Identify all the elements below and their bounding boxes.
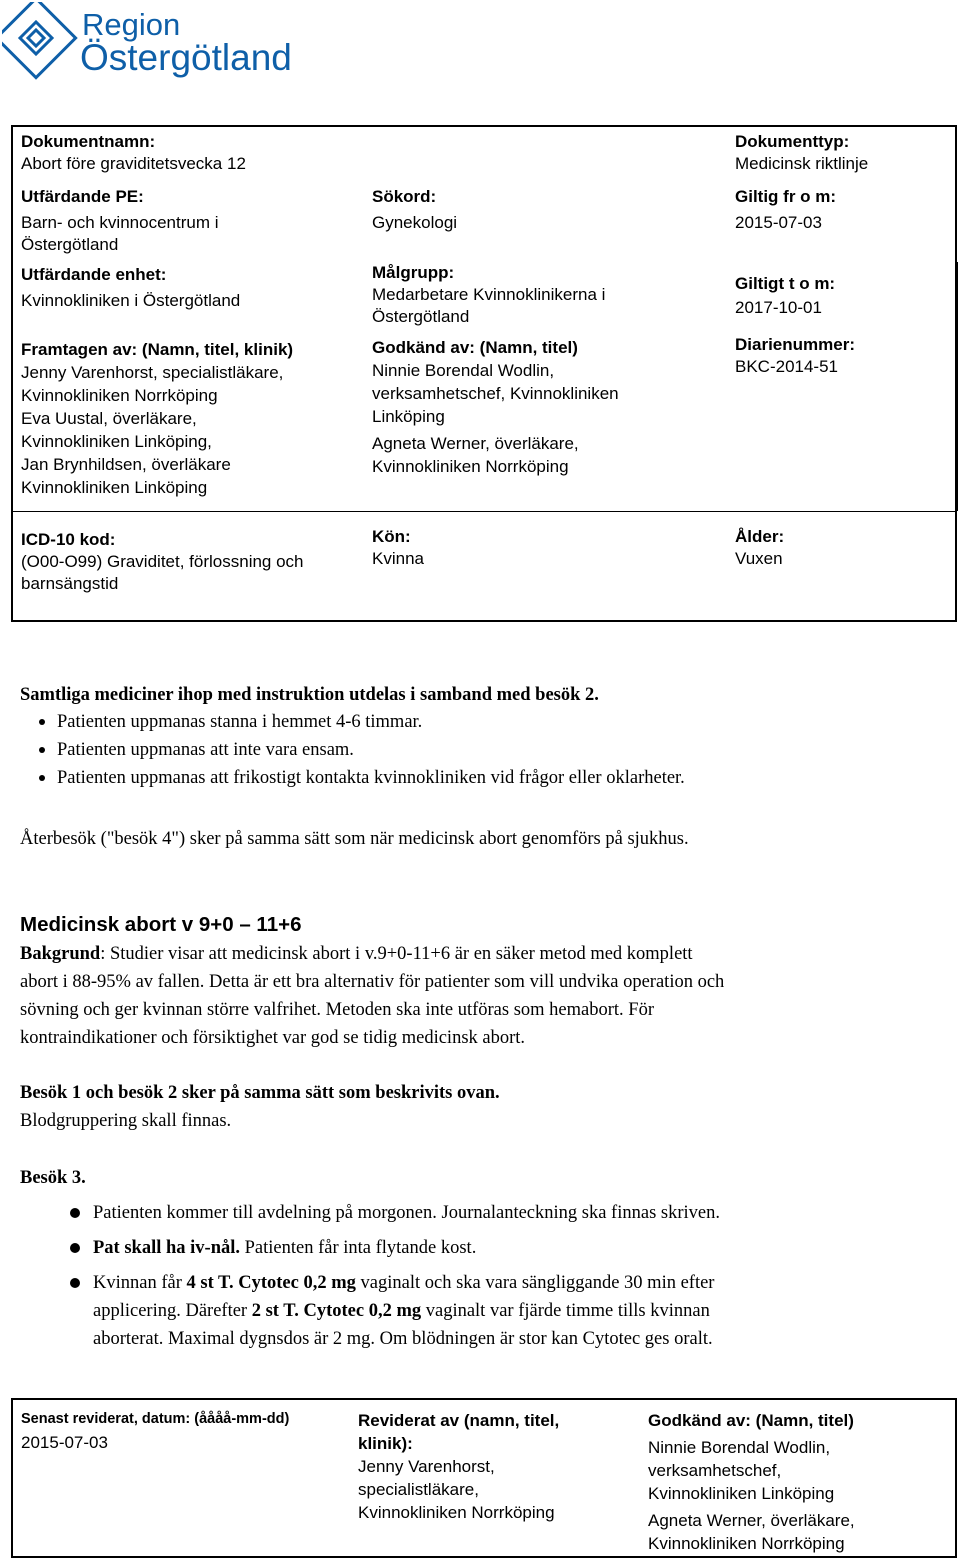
list-item: Patienten kommer till avdelning på morgonen. Journalanteckning ska finnas skriven. — [20, 1199, 940, 1227]
utfardande-enhet-cell — [21, 264, 240, 312]
diarienummer-label: Diarienummer: — [735, 335, 855, 354]
giltig-from-cell — [735, 186, 836, 234]
sokord-value: Gynekologi — [372, 213, 458, 232]
iv-nal-text: Pat skall ha iv-nål. — [93, 1238, 240, 1258]
godkand-value-2: verksamhetschef, Kvinnokliniken — [372, 384, 619, 403]
framtagen-value-1: Jenny Varenhorst, specialistläkare, — [21, 363, 284, 382]
dokumentnamn-label: Dokumentnamn: — [21, 132, 156, 151]
malgrupp-value-1: Medarbetare Kvinnoklinikerna i — [372, 285, 606, 304]
kon-value: Kvinna — [372, 549, 424, 568]
malgrupp-value-2: Östergötland — [372, 307, 470, 326]
cytotec-text-4: vaginalt var fjärde timme tills kvinnan — [421, 1301, 710, 1321]
list-item: Patienten uppmanas att frikostigt kontakta kvinnokliniken vid frågor eller oklarheter. — [20, 764, 940, 792]
aterbesok-text: Återbesök ("besök 4") sker på samma sätt som när medicinsk abort genomförs på sjukhus. — [20, 829, 689, 849]
cytotec-text-2: vaginalt och ska vara sängliggande 30 min efter — [355, 1273, 715, 1293]
giltig-from-value: 2015-07-03 — [735, 213, 822, 232]
section-heading: Medicinsk abort v 9+0 – 11+6 — [20, 913, 302, 936]
utfardande-enhet-label: Utfärdande enhet: — [21, 265, 167, 284]
godkand-label: Godkänd av: (Namn, titel) — [372, 338, 578, 357]
malgrupp-cell — [372, 262, 605, 328]
diarienummer-value: BKC-2014-51 — [735, 357, 839, 376]
reviderat-av-value-1: Jenny Varenhorst, — [358, 1457, 495, 1476]
framtagen-cell — [21, 338, 293, 499]
icd-value-2: barnsängstid — [21, 574, 119, 593]
list-item — [20, 1234, 940, 1262]
framtagen-value-5: Jan Brynhildsen, överläkare — [21, 455, 231, 474]
diarienummer-cell — [735, 334, 855, 378]
sokord-cell — [372, 186, 457, 234]
icd-value-1: (O00-O99) Graviditet, förlossning och — [21, 552, 304, 571]
dokumenttyp-cell — [735, 131, 868, 175]
reviderat-av-label-1: Reviderat av (namn, titel, — [358, 1411, 560, 1430]
reviderat-av-cell — [358, 1409, 559, 1524]
giltig-tom-label: Giltigt t o m: — [735, 274, 836, 293]
malgrupp-label: Målgrupp: — [372, 263, 455, 282]
framtagen-value-4: Kvinnokliniken Linköping, — [21, 432, 212, 451]
intro-bold-text: Samtliga mediciner ihop med instruktion utdelas i samband med besök 2. — [20, 685, 599, 705]
bakgrund-line-1: : Studier visar att medicinsk abort i v.9+0-11+6 är en säker metod med komplett — [100, 944, 693, 964]
instruction-list — [20, 708, 940, 792]
footer-godkand-value-5: Kvinnokliniken Norrköping — [648, 1534, 845, 1553]
bakgrund-paragraph — [20, 940, 950, 1052]
cytotec-dose-2: 2 st T. Cytotec 0,2 mg — [251, 1301, 422, 1321]
dokumentnamn-cell — [21, 131, 246, 175]
godkand-value-4: Agneta Werner, överläkare, — [372, 434, 579, 453]
alder-cell — [735, 526, 784, 570]
bakgrund-label: Bakgrund — [20, 944, 101, 964]
logo-text-ostergotland: Östergötland — [80, 37, 292, 78]
utfardande-enhet-value: Kvinnokliniken i Östergötland — [21, 291, 241, 310]
giltig-from-label: Giltig fr o m: — [735, 187, 837, 206]
utfardande-pe-value-1: Barn- och kvinnocentrum i — [21, 213, 219, 232]
besok3-heading: Besök 3. — [20, 1168, 86, 1188]
framtagen-value-6: Kvinnokliniken Linköping — [21, 478, 208, 497]
senast-reviderat-cell — [21, 1408, 289, 1454]
godkand-value-3: Linköping — [372, 407, 445, 426]
sokord-label: Sökord: — [372, 187, 437, 206]
list-item: Patienten uppmanas att inte vara ensam. — [20, 736, 940, 764]
kon-label: Kön: — [372, 527, 411, 546]
alder-label: Ålder: — [735, 527, 785, 546]
giltig-tom-value: 2017-10-01 — [735, 298, 822, 317]
footer-godkand-value-2: verksamhetschef, — [648, 1461, 782, 1480]
flytande-kost-text: Patienten får inta flytande kost. — [240, 1238, 477, 1258]
kon-cell — [372, 526, 424, 570]
framtagen-value-3: Eva Uustal, överläkare, — [21, 409, 197, 428]
cytotec-dose-1: 4 st T. Cytotec 0,2 mg — [186, 1273, 356, 1293]
cytotec-text-3: applicering. Därefter — [93, 1301, 252, 1321]
dokumentnamn-value: Abort före graviditetsvecka 12 — [21, 154, 246, 173]
utfardande-pe-label: Utfärdande PE: — [21, 187, 144, 206]
bakgrund-line-2: abort i 88-95% av fallen. Detta är ett bra alternativ för patienter som vill undvika operation och — [20, 972, 725, 992]
list-item — [20, 1269, 940, 1353]
footer-godkand-cell — [648, 1409, 855, 1555]
godkand-cell — [372, 336, 619, 478]
icd-label: ICD-10 kod: — [21, 530, 116, 549]
reviderat-av-label-2: klinik): — [358, 1434, 413, 1453]
footer-godkand-value-1: Ninnie Borendal Wodlin, — [648, 1438, 831, 1457]
godkand-value-5: Kvinnokliniken Norrköping — [372, 457, 569, 476]
footer-godkand-label: Godkänd av: (Namn, titel) — [648, 1411, 854, 1430]
giltig-tom-cell — [735, 273, 835, 319]
utfardande-pe-value-2: Östergötland — [21, 235, 119, 254]
header-divider — [11, 511, 957, 512]
bakgrund-line-3: sövning och ger kvinnan större valfrihet. Metoden ska inte utföras som hemabort. För — [20, 1000, 654, 1020]
logo-text-region: Region — [82, 7, 181, 42]
cytotec-text-1: Kvinnan får — [93, 1273, 187, 1293]
blodgruppering-text: Blodgruppering skall finnas. — [20, 1111, 232, 1131]
framtagen-label: Framtagen av: (Namn, titel, klinik) — [21, 340, 294, 359]
senast-reviderat-label: Senast reviderat, datum: (åååå-mm-dd) — [21, 1411, 290, 1427]
cytotec-text-5: aborterat. Maximal dygnsdos är 2 mg. Om blödningen är stor kan Cytotec ges oralt. — [93, 1329, 713, 1349]
icd-cell — [21, 529, 304, 595]
besok3-list — [20, 1199, 940, 1360]
header-border-right — [957, 262, 958, 511]
footer-godkand-value-4: Agneta Werner, överläkare, — [648, 1511, 855, 1530]
senast-reviderat-value: 2015-07-03 — [21, 1433, 108, 1452]
footer-godkand-value-3: Kvinnokliniken Linköping — [648, 1484, 835, 1503]
utfardande-pe-cell — [21, 186, 218, 256]
reviderat-av-value-3: Kvinnokliniken Norrköping — [358, 1503, 555, 1522]
dokumenttyp-label: Dokumenttyp: — [735, 132, 850, 151]
framtagen-value-2: Kvinnokliniken Norrköping — [21, 386, 218, 405]
besok12-text: Besök 1 och besök 2 sker på samma sätt som beskrivits ovan. — [20, 1083, 500, 1103]
dokumenttyp-value: Medicinsk riktlinje — [735, 154, 869, 173]
reviderat-av-value-2: specialistläkare, — [358, 1480, 479, 1499]
godkand-value-1: Ninnie Borendal Wodlin, — [372, 361, 555, 380]
alder-value: Vuxen — [735, 549, 783, 568]
bakgrund-line-4: kontraindikationer och försiktighet var god se tidig medicinsk abort. — [20, 1028, 526, 1048]
list-item: Patienten uppmanas stanna i hemmet 4-6 timmar. — [20, 708, 940, 736]
